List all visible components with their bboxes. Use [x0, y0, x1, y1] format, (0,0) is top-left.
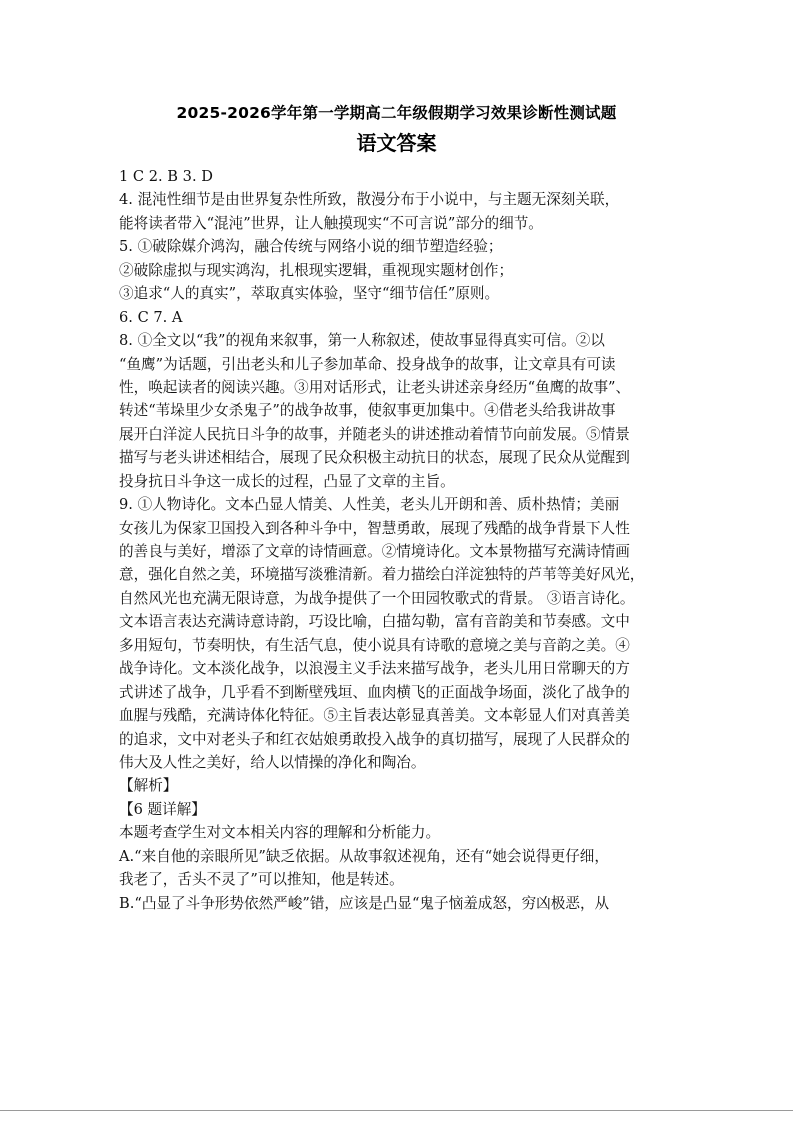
text-line: 4. 混沌性细节是由世界复杂性所致，散漫分布于小说中，与主题无深刻关联， — [119, 191, 620, 209]
page-bottom-divider — [0, 1110, 793, 1111]
text-line: 我老了，舌头不灵了”可以推知，他是转述。 — [119, 871, 404, 889]
text-line: “鱼鹰”为话题，引出老头和儿子参加革命、投身战争的故事，让文章具有可读 — [119, 355, 616, 373]
document-subtitle: 语文答案 — [356, 131, 437, 155]
text-line: 展开白洋淀人民抗日斗争的故事，并随老头的讲述推动着情节向前发展。⑤情景 — [119, 425, 630, 443]
text-line: 式讲述了战争，几乎看不到断壁残垣、血肉横飞的正面战争场面，淡化了战争的 — [119, 683, 630, 701]
text-line: B.“凸显了斗争形势依然严峻”错，应该是凸显“鬼子恼羞成怒，穷凶极恶，从 — [119, 894, 610, 912]
text-line: 血腥与残酷，充满诗体化特征。⑤主旨表达彰显真善美。文本彰显人们对真善美 — [119, 707, 630, 725]
text-line: 转述“苇垛里少女杀鬼子”的战争故事，使叙事更加集中。④借老头给我讲故事 — [119, 402, 616, 420]
text-line: 9. ①人物诗化。文本凸显人情美、人性美，老头儿开朗和善、质朴热情；美丽 — [119, 496, 620, 514]
text-line: 8. ①全文以“我”的视角来叙事，第一人称叙述，使故事显得真实可信。②以 — [119, 332, 605, 350]
text-line: 的善良与美好，增添了文章的诗情画意。②情境诗化。文本景物描写充满诗情画 — [119, 543, 630, 560]
text-line: A.“来自他的亲眼所见”缺乏依据。从故事叙述视角，还有“她会说得更仔细， — [119, 847, 609, 865]
text-line: 6. C 7. A — [119, 308, 183, 326]
text-line: 1 C 2. B 3. D — [119, 168, 213, 185]
text-line: ③追求“人的真实”，萃取真实体验，坚守“细节信任”原则。 — [119, 285, 500, 303]
text-line: 自然风光也充满无限诗意，为战争提供了一个田园牧歌式的背景。 ③语言诗化。 — [119, 589, 635, 607]
text-line: 多用短句，节奏明快，有生活气息，使小说具有诗歌的意境之美与音韵之美。④ — [119, 636, 630, 654]
text-line: 的追求，文中对老头子和红衣姑娘勇敢投入战争的真切描写，展现了人民群众的 — [119, 730, 630, 748]
text-line: 文本语言表达充满诗意诗韵，巧设比喻，白描勾勒，富有音韵美和节奏感。文中 — [119, 613, 630, 631]
text-line: 伟大及人性之美好，给人以情操的净化和陶冶。 — [119, 753, 426, 771]
text-line: 女孩儿为保家卫国投入到各种斗争中，智慧勇敢，展现了残酷的战争背景下人性 — [119, 519, 630, 537]
text-line: 性，唤起读者的阅读兴趣。③用对话形式，让老头讲述亲身经历“鱼鹰的故事”、 — [119, 378, 631, 396]
text-line: 意，强化自然之美，环境描写淡雅清新。着力描绘白洋淀独特的芦苇等美好风光， — [119, 566, 645, 584]
answer-body — [119, 165, 685, 915]
text-line: 能将读者带入“混沌”世界，让人触摸现实“不可言说”部分的细节。 — [119, 214, 543, 232]
text-line: 【解析】 — [119, 777, 178, 795]
text-line: 5. ①破除媒介鸿沟，融合传统与网络小说的细节塑造经验； — [119, 238, 503, 256]
text-line: ②破除虚拟与现实鸿沟，扎根现实逻辑，重视现实题材创作； — [119, 261, 514, 279]
document-title: 2025-2026学年第一学期高二年级假期学习效果诊断性测试题 — [176, 104, 617, 122]
text-line: 投身抗日斗争这一成长的过程，凸显了文章的主旨。 — [119, 472, 455, 490]
text-line: 【6 题详解】 — [119, 800, 206, 818]
text-line: 描写与老头讲述相结合，展现了民众积极主动抗日的状态，展现了民众从觉醒到 — [119, 449, 630, 467]
text-line: 战争诗化。文本淡化战争，以浪漫主义手法来描写战争，老头儿用日常聊天的方 — [119, 660, 630, 678]
text-line: 本题考查学生对文本相关内容的理解和分析能力。 — [119, 824, 441, 842]
